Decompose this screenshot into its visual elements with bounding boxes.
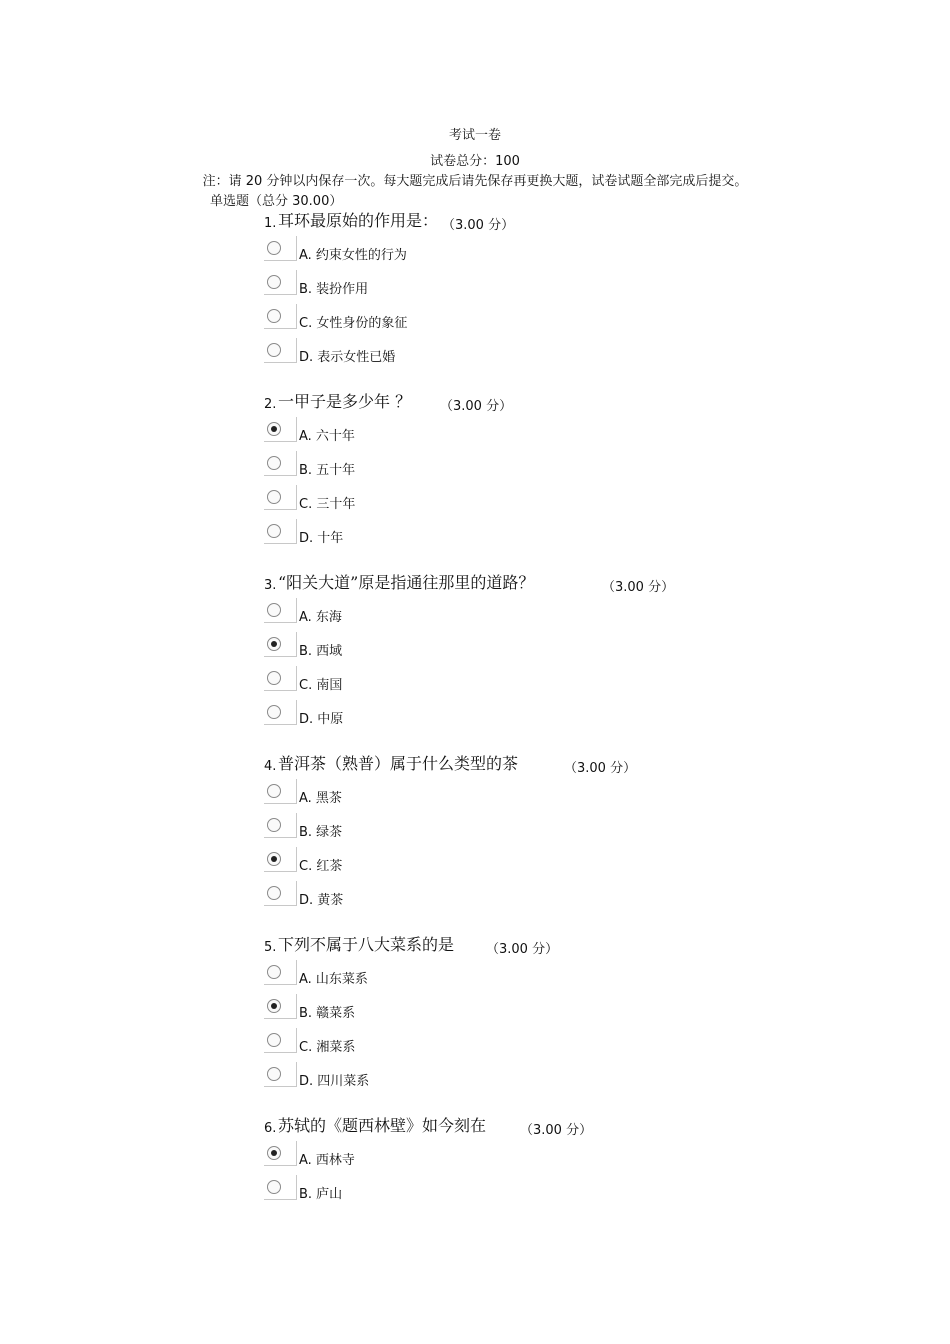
question-number: 2. bbox=[264, 397, 277, 412]
question-list bbox=[264, 208, 864, 1294]
radio-button[interactable] bbox=[267, 965, 281, 979]
radio-button[interactable] bbox=[267, 637, 281, 651]
option-d[interactable] bbox=[264, 883, 864, 917]
option-label: B. 绿茶 bbox=[299, 825, 343, 840]
radio-button[interactable] bbox=[267, 275, 281, 289]
option-c[interactable] bbox=[264, 668, 864, 702]
question-score: （3.00 分） bbox=[564, 761, 637, 776]
radio-button[interactable] bbox=[267, 1033, 281, 1047]
option-b[interactable] bbox=[264, 453, 864, 487]
question-header bbox=[264, 751, 864, 781]
option-label: D. 四川菜系 bbox=[299, 1074, 370, 1089]
question-6 bbox=[264, 1113, 864, 1294]
question-header bbox=[264, 932, 864, 962]
question-header bbox=[264, 570, 864, 600]
question-text: 耳环最原始的作用是： bbox=[278, 211, 439, 230]
radio-button[interactable] bbox=[267, 422, 281, 436]
save-notice: 注：请 20 分钟以内保存一次。每大题完成后请先保存再更换大题，试卷试题全部完成后提交。 bbox=[202, 174, 748, 189]
option-label: B. 装扮作用 bbox=[299, 282, 369, 297]
radio-button[interactable] bbox=[267, 309, 281, 323]
option-b[interactable] bbox=[264, 1177, 864, 1211]
option-label: D. 表示女性已婚 bbox=[299, 350, 396, 365]
option-a[interactable] bbox=[264, 419, 864, 453]
option-a[interactable] bbox=[264, 1143, 864, 1177]
question-text: 普洱茶（熟普）属于什么类型的茶 bbox=[278, 754, 519, 773]
option-label: B. 西域 bbox=[299, 644, 343, 659]
option-b[interactable] bbox=[264, 996, 864, 1030]
radio-button[interactable] bbox=[267, 705, 281, 719]
question-4 bbox=[264, 751, 864, 932]
option-a[interactable] bbox=[264, 600, 864, 634]
radio-button[interactable] bbox=[267, 671, 281, 685]
option-label: C. 湘菜系 bbox=[299, 1040, 356, 1055]
radio-button[interactable] bbox=[267, 490, 281, 504]
option-a[interactable] bbox=[264, 238, 864, 272]
radio-button[interactable] bbox=[267, 343, 281, 357]
radio-button[interactable] bbox=[267, 999, 281, 1013]
radio-button[interactable] bbox=[267, 524, 281, 538]
option-label: D. 中原 bbox=[299, 712, 344, 727]
option-label: C. 红茶 bbox=[299, 859, 343, 874]
option-label: B. 五十年 bbox=[299, 463, 356, 478]
option-b[interactable] bbox=[264, 272, 864, 306]
question-text: 一甲子是多少年 ？ bbox=[278, 392, 412, 411]
option-a[interactable] bbox=[264, 962, 864, 996]
question-2 bbox=[264, 389, 864, 570]
option-c[interactable] bbox=[264, 306, 864, 340]
option-label: C. 三十年 bbox=[299, 497, 356, 512]
radio-button[interactable] bbox=[267, 818, 281, 832]
option-d[interactable] bbox=[264, 340, 864, 374]
option-label: B. 赣菜系 bbox=[299, 1006, 356, 1021]
question-number: 6. bbox=[264, 1121, 277, 1136]
question-number: 3. bbox=[264, 578, 277, 593]
question-score: （3.00 分） bbox=[486, 942, 559, 957]
radio-button[interactable] bbox=[267, 456, 281, 470]
question-number: 5. bbox=[264, 940, 277, 955]
option-c[interactable] bbox=[264, 849, 864, 883]
question-score: （3.00 分） bbox=[520, 1123, 593, 1138]
option-d[interactable] bbox=[264, 521, 864, 555]
question-text: “阳关大道”原是指通往那里的道路？ bbox=[278, 573, 535, 592]
option-a[interactable] bbox=[264, 781, 864, 815]
option-label: A. 西林寺 bbox=[299, 1153, 355, 1168]
radio-button[interactable] bbox=[267, 1067, 281, 1081]
option-label: A. 东海 bbox=[299, 610, 342, 625]
exam-title: 考试一卷 bbox=[448, 128, 501, 143]
radio-button[interactable] bbox=[267, 784, 281, 798]
option-c[interactable] bbox=[264, 487, 864, 521]
question-5 bbox=[264, 932, 864, 1113]
total-score: 试卷总分：100 bbox=[430, 154, 520, 169]
question-score: （3.00 分） bbox=[442, 218, 515, 233]
option-label: A. 六十年 bbox=[299, 429, 355, 444]
question-number: 4. bbox=[264, 759, 277, 774]
question-text: 苏轼的《题西林壁》如今刻在 bbox=[278, 1116, 487, 1135]
option-label: A. 约束女性的行为 bbox=[299, 248, 407, 263]
question-header bbox=[264, 1113, 864, 1143]
option-d[interactable] bbox=[264, 702, 864, 736]
question-score: （3.00 分） bbox=[602, 580, 675, 595]
option-d[interactable] bbox=[264, 1064, 864, 1098]
option-label: C. 女性身份的象征 bbox=[299, 316, 408, 331]
option-b[interactable] bbox=[264, 634, 864, 668]
option-label: C. 南国 bbox=[299, 678, 343, 693]
radio-button[interactable] bbox=[267, 603, 281, 617]
option-label: A. 黑茶 bbox=[299, 791, 342, 806]
question-header bbox=[264, 389, 864, 419]
radio-button[interactable] bbox=[267, 852, 281, 866]
option-label: B. 庐山 bbox=[299, 1187, 343, 1202]
option-b[interactable] bbox=[264, 815, 864, 849]
radio-button[interactable] bbox=[267, 241, 281, 255]
option-c[interactable] bbox=[264, 1030, 864, 1064]
question-score: （3.00 分） bbox=[440, 399, 513, 414]
option-label: D. 十年 bbox=[299, 531, 344, 546]
radio-button[interactable] bbox=[267, 886, 281, 900]
option-label: A. 山东菜系 bbox=[299, 972, 368, 987]
question-1 bbox=[264, 208, 864, 389]
radio-button[interactable] bbox=[267, 1180, 281, 1194]
option-label: D. 黄茶 bbox=[299, 893, 344, 908]
question-text: 下列不属于八大菜系的是 bbox=[278, 935, 455, 954]
question-number: 1. bbox=[264, 216, 277, 231]
question-3 bbox=[264, 570, 864, 751]
question-header bbox=[264, 208, 864, 238]
radio-button[interactable] bbox=[267, 1146, 281, 1160]
section-title: 单选题（总分 30.00） bbox=[210, 194, 343, 209]
